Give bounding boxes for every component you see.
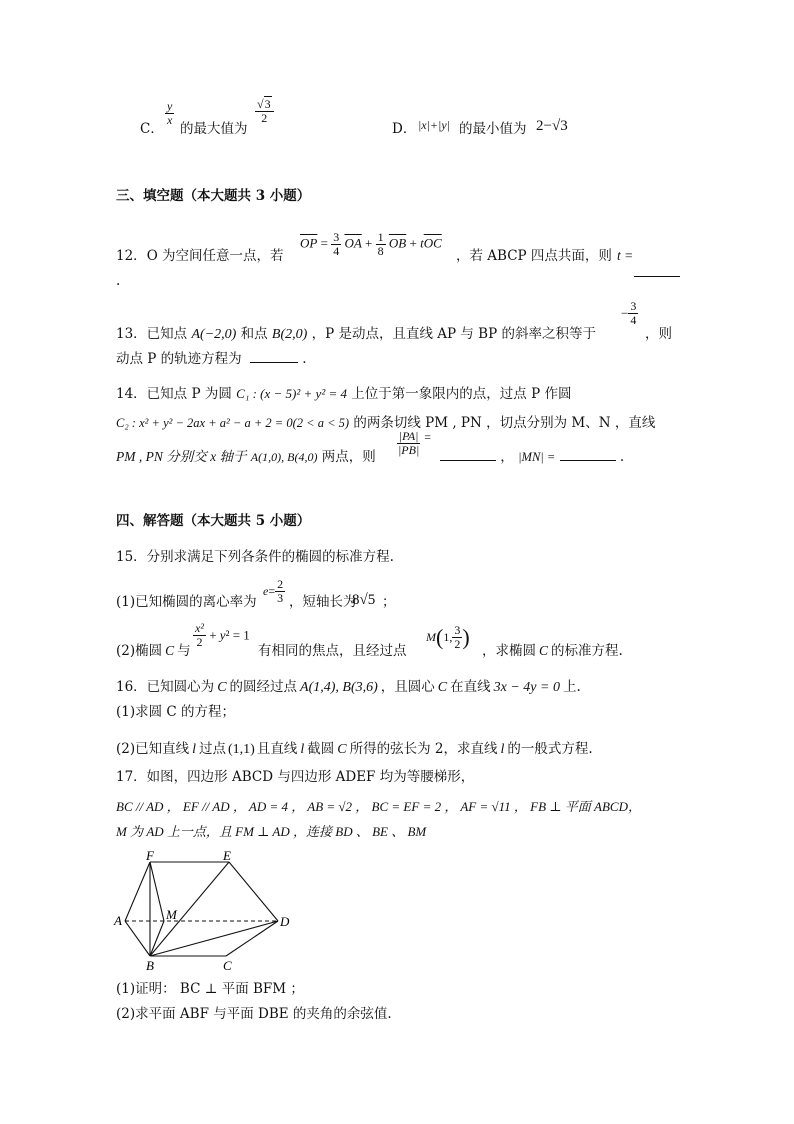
edge-af (125, 862, 150, 921)
option-d-text: 的最小值为 (459, 121, 527, 137)
q15-ellipse-eq: $\frac{\text{x²}}{2}$ + y² = 1 (195, 621, 250, 649)
q16-line1: 16．已知圆心为 C 的圆经过点 A(1,4), B(3,6) ，且圆心 C 在直线 3x − 4y = 0 上. (116, 679, 581, 695)
q16-part1: (1)求圆 C 的方程； (116, 704, 236, 720)
q17-line2: BC // AD ， EF // AD ， AD = 4 ， AB = √2 ， BC = EF = 2 ， AF = √11 ， FB ⊥ 平面 ABCD， (116, 799, 641, 814)
q15-point-m: M(1, $\frac{3}{2}$ ) (426, 623, 470, 651)
edge-ed (229, 862, 278, 921)
edge-bm (150, 921, 164, 956)
geometry-figure (110, 848, 300, 976)
label-b: B (146, 958, 154, 973)
label-a: A (114, 913, 122, 928)
q14-blanks: ， |MN| = . (440, 448, 624, 466)
q15-intro: 15．分别求满足下列各条件的椭圆的标准方程. (116, 549, 394, 565)
q15-part2-c: ，求椭圆 C 的标准方程. (482, 643, 623, 659)
label-e: E (223, 848, 231, 863)
q14-line3: PM , PN 分别交 x 轴于 A(1,0), B(4,0) 两点，则 (116, 449, 376, 465)
q13-fraction: − $\frac{3}{4}$ (621, 299, 637, 327)
section-4-title: 四、解答题（本大题共 5 小题） (116, 513, 311, 529)
option-c: C． (140, 121, 164, 137)
edge-be (150, 862, 229, 956)
label-d: D (280, 914, 290, 929)
q15-part1: (1)已知椭圆的离心率为 (116, 594, 257, 610)
q14-ratio: $\frac{|PA|}{|PB|}$ = (398, 429, 432, 457)
label-m: M (166, 907, 177, 922)
label-c: C (223, 958, 232, 973)
q13-line1-end: ，则 (645, 326, 672, 342)
q15-part1-b: ，短轴长为 (289, 594, 357, 610)
q17-part1: (1)证明： BC ⊥ 平面 BFM ； (116, 981, 304, 997)
q12-t: t = (617, 248, 634, 263)
q17-line3: M 为 AD 上一点，且 FM ⊥ AD ，连接 BD 、 BE 、 BM (116, 824, 427, 839)
q17-part2: (2)求平面 ABF 与平面 DBE 的夹角的余弦值. (116, 1006, 392, 1022)
q13-line2: 动点 P 的轨迹方程为 . (116, 351, 307, 367)
q12-dot: . (116, 273, 121, 289)
q12-vector-eq: $\overline{OP}$ = $\frac{3}{4}$ $\overline{OA}$ + $\frac{1}{8}$ $\overline{OB} + t\overline{OC}$ (300, 230, 442, 258)
q16-part2: (2)已知直线 l 过点 (1,1) 且直线 l 截圆 C 所得的弦长为 2，求直线 l 的一般式方程. (116, 741, 593, 757)
q15-part2: (2)椭圆 C 与 (116, 643, 191, 659)
edge-cd (226, 921, 278, 956)
q14-line2: C₂ : x² + y² − 2ax + a² − a + 2 = 0(2 < a < 5) 的两条切线 PM , PN ，切点分别为 M、N ，直线 (116, 415, 656, 431)
q17-line1: 17．如图，四边形 ABCD 与四边形 ADEF 均为等腰梯形， (116, 769, 475, 785)
option-c-value: $\frac{√3}{2}$ (255, 98, 274, 125)
q15-part1-end: ； (382, 594, 396, 610)
q13-line1: 13．已知点 A(−2,0) 和点 B(2,0) ，P 是动点，且直线 AP 与 BP 的斜率之积等于 (116, 326, 596, 342)
option-c-fraction: $\frac{y}{x}$ (167, 99, 173, 127)
q12-line: 12．O 为空间任意一点，若 (116, 248, 284, 264)
option-d: D． (392, 121, 417, 137)
q15-part2-b: 有相同的焦点，且经过点 (258, 643, 407, 659)
label-f: F (146, 848, 154, 863)
q14-line1: 14．已知点 P 为圆 C₁ : (x − 5)² + y² = 4 上位于第一象限内的点，过点 P 作圆 (116, 386, 572, 402)
q15-eccentricity: e= $\frac{2}{3}$ (263, 577, 284, 605)
edge-ab (125, 921, 150, 956)
q12-blank (634, 262, 680, 281)
option-c-text: 的最大值为 (180, 121, 248, 137)
q15-axis-value: 8√5 (352, 592, 376, 608)
section-3-title: 三、填空题（本大题共 3 小题） (116, 188, 311, 204)
option-d-value: 2−√3 (536, 118, 568, 134)
option-d-expr: |x|+|y| (418, 118, 450, 132)
q12-line-b: ，若 ABCP 四点共面，则 (456, 248, 612, 264)
edge-fm (150, 862, 164, 921)
edge-bd (150, 921, 278, 956)
